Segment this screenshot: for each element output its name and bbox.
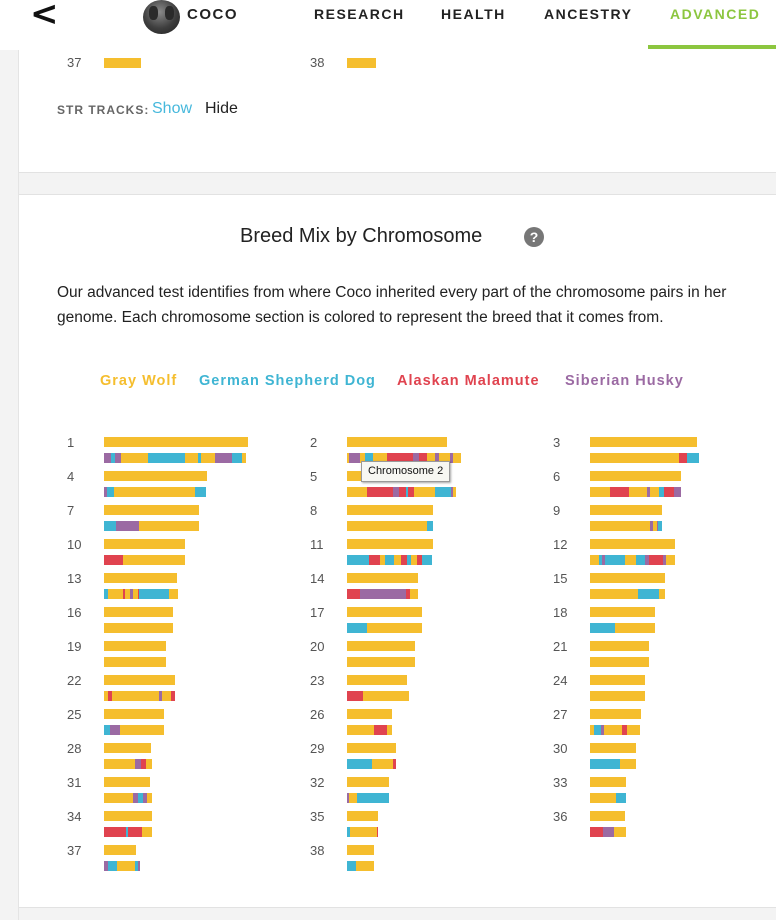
chromosome-bar[interactable] (590, 471, 681, 481)
chromosome-segment (422, 555, 432, 565)
chromosome-segment (638, 589, 659, 599)
chromosome-label: 38 (310, 843, 325, 858)
chromosome-bar[interactable] (104, 471, 207, 481)
chromosome-segment (349, 453, 360, 463)
chromosome-bar[interactable] (590, 641, 649, 651)
chromosome-bar[interactable] (347, 521, 433, 531)
chromosome-segment (687, 453, 699, 463)
chromosome-segment (666, 555, 675, 565)
chromosome-segment (104, 437, 248, 447)
chromosome-segment (142, 827, 152, 837)
chromosome-segment (110, 725, 120, 735)
chromosome-bar[interactable] (347, 555, 433, 565)
chromosome-segment (393, 759, 396, 769)
chromosome-bar[interactable] (590, 555, 675, 565)
chromosome-segment (356, 861, 374, 871)
chromosome-bar[interactable] (104, 793, 150, 803)
chromosome-bar[interactable] (590, 487, 680, 497)
chromosome-segment (590, 437, 697, 447)
chromosome-segment (104, 827, 126, 837)
legend-gray-wolf: Gray Wolf (100, 373, 178, 389)
chromosome-bar[interactable] (104, 725, 164, 735)
chromosome-segment (360, 589, 406, 599)
str-show-link[interactable]: Show (152, 100, 193, 117)
chromosome-label: 30 (553, 741, 568, 756)
chromosome-segment (590, 505, 662, 515)
chromosome-segment (629, 487, 647, 497)
chromosome-label: 11 (310, 537, 324, 552)
chromosome-segment (114, 487, 195, 497)
chromosome-segment (614, 827, 626, 837)
chromosome-bar[interactable] (590, 607, 655, 617)
chromosome-segment (674, 487, 681, 497)
chromosome-segment (242, 453, 246, 463)
chromosome-bar[interactable] (104, 607, 173, 617)
chromosome-segment (169, 589, 178, 599)
chromosome-segment (658, 521, 662, 531)
chromosome-segment (590, 827, 603, 837)
chromosome-bar[interactable] (104, 759, 151, 769)
chromosome-bar[interactable] (347, 793, 389, 803)
dog-name[interactable]: COCO (187, 6, 238, 23)
chromosome-label: 19 (67, 639, 82, 654)
chromosome-segment (347, 691, 363, 701)
chromosome-segment (590, 555, 599, 565)
chromosome-segment (347, 675, 407, 685)
chromosome-bar[interactable] (347, 743, 396, 753)
chromosome-bar[interactable] (347, 657, 415, 667)
chromosome-segment (453, 453, 461, 463)
chromosome-segment (594, 725, 601, 735)
chromosome-label: 18 (553, 605, 568, 620)
section-title: Breed Mix by Chromosome (240, 225, 483, 247)
chromosome-segment (347, 555, 369, 565)
chromosome-label: 6 (553, 469, 561, 484)
chromosome-segment (148, 453, 185, 463)
chromosome-bar[interactable] (347, 641, 415, 651)
chromosome-segment (603, 827, 614, 837)
chromosome-bar[interactable] (104, 487, 207, 497)
chromosome-bar[interactable] (590, 505, 662, 515)
chromosome-segment (108, 861, 117, 871)
chromosome-segment (120, 725, 164, 735)
chromosome-label: 29 (310, 741, 325, 756)
chromosome-segment (104, 453, 111, 463)
chromosome-segment (347, 623, 367, 633)
chromosome-segment (590, 709, 641, 719)
chromosome-segment (347, 845, 374, 855)
chromosome-segment (104, 811, 152, 821)
chromosome-bar[interactable] (104, 827, 152, 837)
chromosome-bar[interactable] (590, 827, 625, 837)
breed-mix-panel (19, 194, 776, 908)
chromosome-segment (590, 589, 638, 599)
chromosome-bar[interactable] (590, 539, 675, 549)
chromosome-segment (138, 861, 140, 871)
chromosome-segment (347, 861, 356, 871)
chromosome-tooltip: Chromosome 2 (361, 461, 450, 482)
nav-ancestry[interactable]: ANCESTRY (544, 6, 633, 22)
chromosome-segment (185, 453, 198, 463)
chromosome-segment (453, 487, 456, 497)
chromosome-bar[interactable] (590, 521, 662, 531)
chromosome-segment (410, 589, 418, 599)
chromosome-label: 2 (310, 435, 318, 450)
chromosome-label: 20 (310, 639, 325, 654)
chromosome-segment (104, 709, 164, 719)
chromosome-segment (121, 453, 148, 463)
chromosome-label: 15 (553, 571, 568, 586)
chromosome-label: 8 (310, 503, 318, 518)
chromosome-segment (605, 555, 625, 565)
chromosome-segment (104, 607, 173, 617)
str-chromosome-label: 38 (310, 55, 325, 70)
chromosome-segment (363, 691, 409, 701)
chromosome-segment (590, 521, 650, 531)
chromosome-segment (369, 555, 380, 565)
legend-german-shepherd-dog: German Shepherd Dog (199, 373, 376, 389)
chromosome-segment (610, 487, 629, 497)
chromosome-segment (350, 827, 377, 837)
chromosome-segment (201, 453, 215, 463)
chromosome-bar[interactable] (590, 589, 665, 599)
chromosome-segment (195, 487, 206, 497)
chromosome-bar[interactable] (347, 759, 396, 769)
chromosome-segment (427, 521, 433, 531)
chromosome-segment (104, 743, 151, 753)
chromosome-segment (590, 487, 610, 497)
chromosome-segment (347, 725, 374, 735)
chromosome-segment (636, 555, 645, 565)
chromosome-segment (107, 487, 114, 497)
chromosome-segment (367, 487, 393, 497)
chromosome-label: 17 (310, 605, 325, 620)
avatar[interactable] (143, 0, 180, 34)
chromosome-segment (590, 657, 649, 667)
str-panel (19, 50, 776, 173)
chromosome-segment (171, 691, 175, 701)
chromosome-segment (104, 675, 175, 685)
chromosome-segment (162, 691, 171, 701)
chromosome-segment (347, 759, 372, 769)
chromosome-segment (347, 573, 418, 583)
nav-health[interactable]: HEALTH (441, 6, 506, 22)
chromosome-label: 36 (553, 809, 568, 824)
left-rail (0, 50, 19, 920)
chromosome-segment (590, 573, 665, 583)
chromosome-segment (414, 487, 435, 497)
chromosome-bar[interactable] (347, 607, 422, 617)
chromosome-bar[interactable] (590, 725, 641, 735)
str-hide-link[interactable]: Hide (205, 100, 238, 117)
chromosome-segment (590, 811, 625, 821)
chromosome-segment (104, 539, 185, 549)
chromosome-bar[interactable] (104, 743, 151, 753)
chromosome-segment (367, 623, 422, 633)
chromosome-label: 12 (553, 537, 568, 552)
legend-alaskan-malamute: Alaskan Malamute (397, 373, 540, 389)
chromosome-segment (347, 777, 389, 787)
chromosome-segment (104, 471, 207, 481)
chromosome-segment (104, 521, 116, 531)
chromosome-label: 1 (67, 435, 75, 450)
chromosome-bar[interactable] (104, 675, 175, 685)
chromosome-segment (590, 675, 645, 685)
active-tab-indicator (648, 45, 776, 49)
chromosome-bar[interactable] (104, 691, 175, 701)
chromosome-bar[interactable] (347, 777, 389, 787)
legend-siberian-husky: Siberian Husky (565, 373, 684, 389)
chromosome-bar[interactable] (590, 709, 641, 719)
chromosome-bar[interactable] (104, 505, 199, 515)
chromosome-bar[interactable] (104, 573, 177, 583)
chromosome-segment (347, 521, 427, 531)
chromosome-segment (347, 437, 447, 447)
chromosome-segment (590, 759, 620, 769)
chromosome-label: 33 (553, 775, 568, 790)
chromosome-segment (590, 539, 675, 549)
chromosome-bar[interactable] (104, 623, 173, 633)
chromosome-label: 21 (553, 639, 568, 654)
chromosome-segment (664, 487, 674, 497)
chromosome-bar[interactable] (347, 709, 392, 719)
chromosome-segment (147, 793, 152, 803)
chromosome-segment (146, 759, 152, 769)
chromosome-segment (347, 505, 433, 515)
chromosome-segment (139, 521, 199, 531)
chromosome-label: 37 (67, 843, 82, 858)
chromosome-bar[interactable] (347, 487, 451, 497)
chromosome-segment (139, 589, 169, 599)
chromosome-bar[interactable] (104, 539, 185, 549)
str-chromosome-label: 37 (67, 55, 82, 70)
chromosome-segment (347, 589, 360, 599)
chromosome-segment (394, 555, 401, 565)
chromosome-segment (128, 827, 142, 837)
chromosome-label: 7 (67, 503, 75, 518)
chromosome-bar[interactable] (590, 573, 665, 583)
chromosome-segment (399, 487, 406, 497)
nav-advanced[interactable]: ADVANCED (670, 6, 761, 22)
chromosome-segment (625, 555, 636, 565)
chromosome-segment (590, 691, 645, 701)
chromosome-segment (590, 607, 655, 617)
chromosome-segment (604, 725, 622, 735)
chromosome-segment (347, 709, 392, 719)
chromosome-segment (590, 453, 679, 463)
chromosome-bar[interactable] (590, 759, 636, 769)
question-circle-icon[interactable]: ? (524, 227, 544, 247)
chromosome-segment (649, 555, 663, 565)
chromosome-segment (590, 471, 681, 481)
chromosome-bar[interactable] (590, 675, 645, 685)
chromosome-bar[interactable] (347, 861, 374, 871)
chromosome-bar[interactable] (104, 845, 136, 855)
chromosome-bar[interactable] (347, 589, 418, 599)
chromosome-segment (590, 641, 649, 651)
chromosome-bar[interactable] (347, 539, 433, 549)
chromosome-segment (627, 725, 640, 735)
chromosome-bar[interactable] (104, 861, 139, 871)
chromosome-label: 3 (553, 435, 561, 450)
chromosome-segment (374, 725, 387, 735)
chromosome-segment (215, 453, 232, 463)
chromosome-segment (347, 743, 396, 753)
chromosome-bar[interactable] (347, 437, 447, 447)
chromosome-segment (104, 555, 123, 565)
chromosome-label: 28 (67, 741, 82, 756)
chromosome-segment (590, 777, 626, 787)
chromosome-segment (104, 759, 135, 769)
chromosome-segment (116, 521, 139, 531)
chromosome-bar[interactable] (590, 743, 636, 753)
chromosome-segment (347, 607, 422, 617)
chromosome-label: 27 (553, 707, 568, 722)
chromosome-label: 34 (67, 809, 82, 824)
chromosome-label: 25 (67, 707, 82, 722)
chromosome-bar[interactable] (347, 827, 378, 837)
chromosome-bar[interactable] (590, 437, 697, 447)
str-chromosome-bar (104, 58, 141, 68)
chromosome-label: 23 (310, 673, 325, 688)
chromosome-segment (435, 487, 451, 497)
chromosome-segment (590, 793, 616, 803)
chromosome-bar[interactable] (347, 573, 418, 583)
chromosome-label: 4 (67, 469, 75, 484)
chromosome-bar[interactable] (347, 505, 433, 515)
chromosome-bar[interactable] (104, 709, 164, 719)
chromosome-segment (372, 759, 393, 769)
chromosome-label: 16 (67, 605, 82, 620)
chromosome-bar[interactable] (590, 623, 655, 633)
chromosome-label: 14 (310, 571, 325, 586)
chromosome-segment (620, 759, 636, 769)
chromosome-segment (357, 793, 389, 803)
chromosome-segment (347, 811, 378, 821)
chromosome-segment (347, 657, 415, 667)
chromosome-segment (104, 793, 133, 803)
chromosome-bar[interactable] (104, 641, 166, 651)
chromosome-segment (650, 487, 659, 497)
chromosome-bar[interactable] (590, 691, 645, 701)
chromosome-bar[interactable] (104, 657, 166, 667)
chromosome-segment (104, 657, 166, 667)
chromosome-segment (104, 845, 136, 855)
chromosome-segment (104, 777, 150, 787)
chromosome-segment (104, 505, 199, 515)
chromosome-segment (385, 555, 394, 565)
chromosome-label: 13 (67, 571, 82, 586)
chromosome-bar[interactable] (590, 657, 649, 667)
chromosome-segment (104, 623, 173, 633)
chromosome-bar[interactable] (104, 555, 185, 565)
back-chevron-icon[interactable]: < (30, 0, 59, 34)
chromosome-bar[interactable] (347, 691, 409, 701)
chromosome-segment (123, 555, 185, 565)
chromosome-bar[interactable] (104, 811, 152, 821)
chromosome-bar[interactable] (590, 453, 698, 463)
top-nav-bar (0, 0, 776, 50)
chromosome-segment (387, 725, 392, 735)
chromosome-segment (659, 589, 665, 599)
chromosome-label: 22 (67, 673, 82, 688)
chromosome-segment (679, 453, 687, 463)
chromosome-segment (347, 539, 433, 549)
chromosome-bar[interactable] (347, 675, 407, 685)
nav-research[interactable]: RESEARCH (314, 6, 405, 22)
chromosome-bar[interactable] (104, 437, 248, 447)
chromosome-bar[interactable] (590, 793, 626, 803)
chromosome-segment (616, 793, 626, 803)
chromosome-label: 35 (310, 809, 325, 824)
chromosome-segment (615, 623, 655, 633)
chromosome-bar[interactable] (347, 725, 392, 735)
description: Our advanced test identifies from where Coco inherited every part of the chromosome pairs in her genome. Each chromosome section is colored to represent the breed that it comes from. (57, 284, 727, 326)
chromosome-bar[interactable] (590, 811, 625, 821)
chromosome-segment (347, 487, 367, 497)
chromosome-bar[interactable] (104, 453, 246, 463)
chromosome-segment (104, 573, 177, 583)
chromosome-segment (349, 793, 357, 803)
chromosome-label: 5 (310, 469, 318, 484)
chromosome-bar[interactable] (347, 845, 374, 855)
str-tracks-label: STR TRACKS: (57, 103, 150, 117)
chromosome-bar[interactable] (104, 521, 199, 531)
chromosome-label: 32 (310, 775, 325, 790)
chromosome-label: 31 (67, 775, 82, 790)
chromosome-label: 9 (553, 503, 561, 518)
chromosome-bar[interactable] (347, 623, 422, 633)
chromosome-label: 10 (67, 537, 82, 552)
chromosome-segment (112, 691, 159, 701)
chromosome-bar[interactable] (590, 777, 626, 787)
chromosome-segment (108, 589, 123, 599)
chromosome-segment (590, 623, 615, 633)
chromosome-bar[interactable] (347, 811, 378, 821)
chromosome-segment (377, 827, 378, 837)
chromosome-segment (104, 641, 166, 651)
chromosome-bar[interactable] (104, 777, 150, 787)
chromosome-bar[interactable] (104, 589, 178, 599)
chromosome-segment (232, 453, 242, 463)
chromosome-label: 24 (553, 673, 568, 688)
str-chromosome-bar (347, 58, 376, 68)
chromosome-segment (117, 861, 135, 871)
chromosome-segment (347, 641, 415, 651)
chromosome-segment (590, 743, 636, 753)
chromosome-label: 26 (310, 707, 325, 722)
